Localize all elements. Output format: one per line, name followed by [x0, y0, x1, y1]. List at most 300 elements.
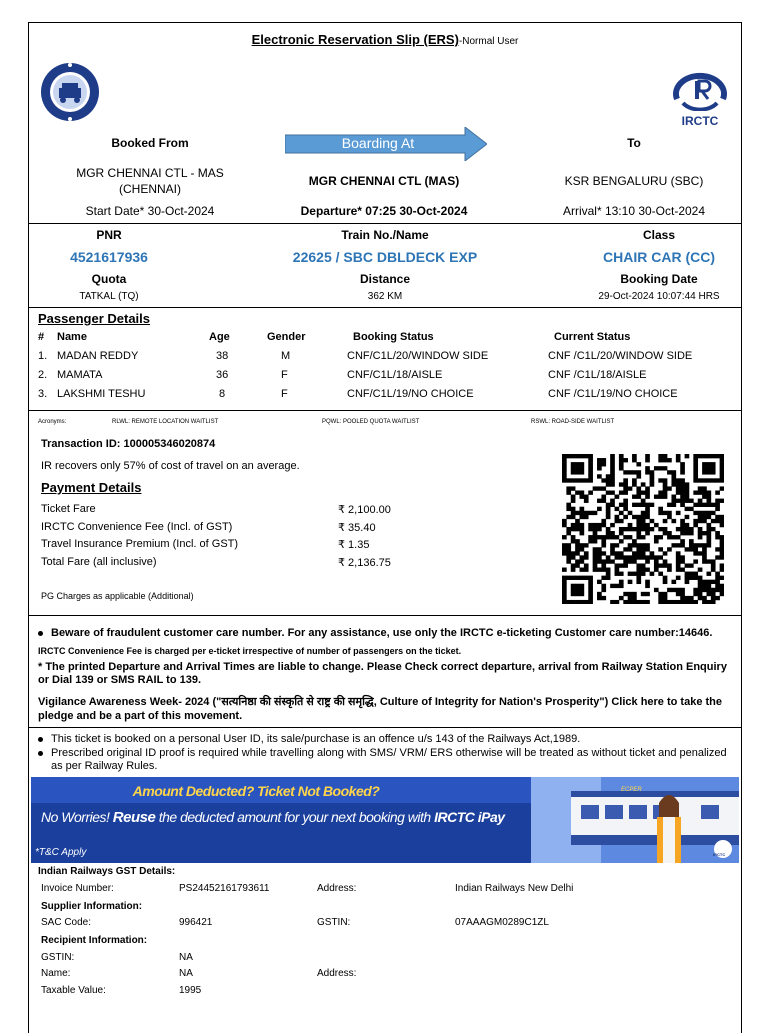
qr-module	[650, 474, 655, 478]
qr-module	[610, 458, 615, 462]
qr-module	[584, 600, 589, 604]
insurance-value: ₹ 1.35	[338, 539, 370, 551]
qr-module	[698, 515, 703, 519]
qr-module	[628, 511, 633, 515]
qr-module	[575, 478, 580, 482]
qr-module	[663, 527, 668, 531]
qr-module	[693, 572, 698, 576]
qr-module	[715, 507, 720, 511]
qr-module	[693, 466, 698, 470]
qr-module	[588, 490, 593, 494]
qr-module	[571, 495, 576, 499]
qr-module	[619, 462, 624, 466]
qr-module	[575, 519, 580, 523]
qr-module	[636, 474, 641, 478]
banner-no-worries: No Worries!	[41, 809, 110, 825]
qr-module	[575, 547, 580, 551]
qr-module	[706, 470, 711, 474]
qr-module	[711, 519, 716, 523]
qr-module	[715, 531, 720, 535]
vigilance-link[interactable]	[38, 695, 738, 723]
qr-module	[720, 499, 724, 503]
qr-module	[588, 462, 593, 466]
qr-module	[711, 580, 716, 584]
qr-module	[706, 462, 711, 466]
qr-module	[680, 568, 685, 572]
qr-module	[584, 511, 589, 515]
qr-module	[654, 588, 659, 592]
qr-module	[597, 458, 602, 462]
col-number: #	[38, 331, 45, 343]
qr-module	[632, 543, 637, 547]
qr-module	[597, 486, 602, 490]
qr-module	[693, 600, 698, 604]
qr-module	[571, 527, 576, 531]
qr-module	[580, 588, 585, 592]
qr-module	[597, 535, 602, 539]
qr-module	[628, 600, 633, 604]
qr-module	[628, 596, 633, 600]
qr-module	[676, 490, 681, 494]
passenger-table-header	[29, 331, 741, 349]
qr-module	[580, 523, 585, 527]
total-fare-value: ₹ 2,136.75	[338, 557, 391, 569]
col-gender: Gender	[267, 331, 306, 343]
qr-module	[628, 543, 633, 547]
qr-module	[619, 531, 624, 535]
payment-details-title: Payment Details	[41, 480, 142, 495]
booking-date-value: 29-Oct-2024 10:07:44 HRS	[598, 291, 720, 302]
qr-module	[606, 503, 611, 507]
qr-module	[658, 507, 663, 511]
qr-module	[706, 503, 711, 507]
qr-module	[685, 490, 690, 494]
qr-module	[571, 555, 576, 559]
qr-module	[606, 482, 611, 486]
qr-module	[601, 551, 606, 555]
qr-module	[702, 519, 707, 523]
qr-module	[575, 511, 580, 515]
qr-module	[702, 555, 707, 559]
qr-module	[641, 490, 646, 494]
qr-module	[623, 470, 628, 474]
qr-module	[702, 486, 707, 490]
passenger-current-status: CNF /C1L/19/NO CHOICE	[548, 388, 678, 400]
qr-module	[606, 490, 611, 494]
qr-module	[698, 519, 703, 523]
qr-module	[645, 580, 650, 584]
qr-module	[562, 600, 567, 604]
qr-module	[676, 478, 681, 482]
qr-module	[693, 519, 698, 523]
qr-module	[619, 527, 624, 531]
qr-module	[711, 588, 716, 592]
qr-module	[588, 576, 593, 580]
qr-module	[597, 580, 602, 584]
qr-module	[645, 515, 650, 519]
passenger-gender: F	[281, 388, 288, 400]
qr-module	[606, 572, 611, 576]
qr-module	[632, 470, 637, 474]
qr-module	[693, 523, 698, 527]
qr-module	[689, 596, 694, 600]
qr-module	[575, 592, 580, 596]
qr-module	[628, 555, 633, 559]
qr-module	[680, 519, 685, 523]
qr-module	[571, 466, 576, 470]
qr-module	[575, 490, 580, 494]
qr-module	[676, 511, 681, 515]
qr-module	[562, 551, 567, 555]
qr-module	[676, 535, 681, 539]
qr-module	[685, 486, 690, 490]
qr-module	[650, 555, 655, 559]
qr-module	[632, 482, 637, 486]
ticket-fare-label: Ticket Fare	[41, 503, 96, 515]
qr-module	[711, 466, 716, 470]
qr-module	[580, 568, 585, 572]
qr-module	[601, 576, 606, 580]
qr-module	[663, 482, 668, 486]
ers-title	[29, 31, 741, 49]
qr-module	[571, 576, 576, 580]
pnr-value: 4521617936	[70, 249, 148, 265]
qr-module	[706, 531, 711, 535]
gstin-label: GSTIN:	[317, 917, 351, 928]
qr-module	[689, 547, 694, 551]
qr-module	[588, 470, 593, 474]
qr-module	[619, 596, 624, 600]
qr-module	[623, 490, 628, 494]
qr-module	[571, 507, 576, 511]
qr-module	[715, 454, 720, 458]
qr-module	[641, 568, 646, 572]
qr-module	[628, 592, 633, 596]
qr-module	[693, 559, 698, 563]
qr-module	[645, 503, 650, 507]
qr-module	[720, 539, 724, 543]
qr-module	[693, 592, 698, 596]
qr-module	[671, 499, 676, 503]
table-row	[29, 388, 741, 406]
qr-module	[632, 454, 637, 458]
qr-module	[663, 576, 668, 580]
payment-table	[29, 503, 529, 583]
qr-module	[636, 470, 641, 474]
qr-module	[575, 584, 580, 588]
qr-module	[601, 499, 606, 503]
qr-module	[632, 503, 637, 507]
qr-module	[711, 503, 716, 507]
qr-module	[720, 474, 724, 478]
qr-module	[671, 543, 676, 547]
qr-module	[702, 547, 707, 551]
boarding-at-label: Boarding At	[341, 135, 415, 151]
qr-module	[645, 495, 650, 499]
qr-module	[702, 588, 707, 592]
banner-tc: *T&C Apply	[35, 847, 87, 858]
qr-module	[671, 474, 676, 478]
qr-module	[715, 478, 720, 482]
personal-id-notice	[38, 733, 738, 746]
qr-module	[680, 495, 685, 499]
qr-module	[628, 580, 633, 584]
qr-module	[597, 527, 602, 531]
qr-module	[676, 600, 681, 604]
taxable-value-label: Taxable Value:	[41, 985, 106, 996]
qr-module	[632, 551, 637, 555]
qr-module	[584, 551, 589, 555]
qr-module	[588, 596, 593, 600]
qr-module	[571, 563, 576, 567]
qr-module	[702, 580, 707, 584]
qr-module	[720, 555, 724, 559]
qr-module	[641, 543, 646, 547]
qr-module	[667, 547, 672, 551]
qr-module	[632, 527, 637, 531]
qr-module	[615, 519, 620, 523]
qr-module	[571, 600, 576, 604]
qr-module	[698, 580, 703, 584]
col-age: Age	[209, 331, 230, 343]
qr-module	[632, 592, 637, 596]
qr-module	[606, 507, 611, 511]
qr-module	[698, 490, 703, 494]
qr-module	[680, 527, 685, 531]
qr-module	[663, 511, 668, 515]
qr-module	[706, 495, 711, 499]
qr-module	[619, 584, 624, 588]
qr-module	[680, 531, 685, 535]
qr-module	[720, 592, 724, 596]
qr-module	[685, 495, 690, 499]
qr-module	[628, 527, 633, 531]
qr-module	[645, 454, 650, 458]
qr-module	[641, 555, 646, 559]
qr-module	[584, 555, 589, 559]
qr-module	[597, 466, 602, 470]
qr-module	[671, 600, 676, 604]
qr-module	[645, 543, 650, 547]
qr-module	[615, 551, 620, 555]
qr-module	[680, 482, 685, 486]
passenger-name: MAMATA	[57, 369, 103, 381]
qr-module	[650, 519, 655, 523]
train-label: Train No./Name	[341, 228, 429, 242]
qr-module	[593, 511, 598, 515]
train-value: 22625 / SBC DBLDECK EXP	[292, 249, 478, 265]
qr-module	[650, 503, 655, 507]
qr-module	[623, 559, 628, 563]
gst-title: Indian Railways GST Details:	[38, 866, 176, 877]
qr-module	[615, 572, 620, 576]
vigilance-text[interactable]: Vigilance Awareness Week- 2024 ("सत्यनिष्ठा की संस्कृति से राष्ट्र की समृद्धि, Culture of Integrity for Nation's Prosperity") Click here to take the pledge and be a part of this movement.	[38, 696, 722, 722]
qr-module	[571, 486, 576, 490]
qr-module	[715, 555, 720, 559]
id-proof-notice	[38, 747, 741, 773]
qr-module	[720, 584, 724, 588]
qr-module	[676, 527, 681, 531]
recipient-name-value: NA	[179, 968, 193, 979]
qr-module	[720, 458, 724, 462]
total-fare-label: Total Fare (all inclusive)	[41, 556, 157, 568]
qr-module	[566, 547, 571, 551]
qr-module	[654, 495, 659, 499]
qr-module	[711, 478, 716, 482]
qr-module	[601, 563, 606, 567]
qr-module	[636, 572, 641, 576]
qr-module	[702, 462, 707, 466]
coach-label: ECPER	[621, 787, 642, 793]
qr-module	[650, 478, 655, 482]
qr-module	[615, 507, 620, 511]
irctc-swoosh-icon	[669, 69, 731, 111]
ticket-fare-value: ₹ 2,100.00	[338, 504, 391, 516]
personal-id-text: This ticket is booked on a personal User ID, its sale/purchase is an offence u/s 143 of the Railways Act,1989.	[51, 733, 581, 745]
qr-module	[685, 563, 690, 567]
qr-module	[720, 588, 724, 592]
acronym-rswl: RSWL: ROAD-SIDE WAITLIST	[531, 419, 615, 425]
qr-module	[685, 596, 690, 600]
qr-module	[588, 523, 593, 527]
qr-module	[606, 568, 611, 572]
qr-module	[667, 511, 672, 515]
qr-module	[645, 470, 650, 474]
invoice-value: PS24452161793611	[179, 883, 270, 894]
qr-module	[658, 563, 663, 567]
qr-module	[680, 523, 685, 527]
qr-module	[601, 543, 606, 547]
qr-module	[711, 592, 716, 596]
qr-module	[562, 568, 567, 572]
table-row	[29, 369, 741, 387]
qr-module	[715, 535, 720, 539]
qr-module	[702, 466, 707, 470]
qr-module	[580, 527, 585, 531]
qr-module	[562, 576, 567, 580]
qr-module	[636, 490, 641, 494]
qr-module	[641, 572, 646, 576]
qr-module	[597, 507, 602, 511]
qr-module	[580, 547, 585, 551]
qr-module	[615, 495, 620, 499]
qr-module	[685, 572, 690, 576]
boarding-station: MGR CHENNAI CTL (MAS)	[308, 174, 460, 188]
qr-module	[645, 523, 650, 527]
transaction-id: Transaction ID: 100005346020874	[41, 438, 216, 450]
invoice-label: Invoice Number:	[41, 883, 114, 894]
qr-module	[632, 559, 637, 563]
qr-module	[663, 478, 668, 482]
divider	[29, 223, 741, 224]
qr-module	[698, 584, 703, 588]
qr-module	[571, 454, 576, 458]
qr-module	[580, 543, 585, 547]
qr-module	[720, 551, 724, 555]
qr-module	[597, 555, 602, 559]
indian-railways-logo	[39, 61, 101, 123]
qr-module	[580, 584, 585, 588]
qr-module	[658, 511, 663, 515]
qr-module	[619, 503, 624, 507]
qr-module	[610, 490, 615, 494]
qr-module	[685, 600, 690, 604]
qr-module	[597, 547, 602, 551]
qr-module	[667, 515, 672, 519]
qr-module	[711, 563, 716, 567]
recipient-gstin-value: NA	[179, 952, 193, 963]
convenience-fee-notice: IRCTC Convenience Fee is charged per e-ticket irrespective of number of passengers on the ticket.	[38, 646, 462, 656]
class-value: CHAIR CAR (CC)	[603, 249, 715, 265]
qr-module	[654, 523, 659, 527]
qr-module	[676, 592, 681, 596]
ipay-banner[interactable]	[31, 777, 739, 863]
distance-label: Distance	[359, 272, 411, 286]
qr-module	[685, 527, 690, 531]
qr-module	[601, 495, 606, 499]
col-current-status: Current Status	[554, 331, 631, 343]
qr-module	[593, 539, 598, 543]
qr-module	[632, 572, 637, 576]
qr-module	[580, 592, 585, 596]
qr-module	[636, 519, 641, 523]
qr-module	[654, 539, 659, 543]
qr-module	[663, 454, 668, 458]
qr-module	[601, 458, 606, 462]
qr-module	[571, 523, 576, 527]
qr-module	[663, 580, 668, 584]
qr-module	[685, 523, 690, 527]
qr-module	[663, 596, 668, 600]
qr-module	[619, 519, 624, 523]
qr-module	[623, 478, 628, 482]
qr-module	[610, 482, 615, 486]
passenger-number: 2.	[38, 369, 48, 381]
qr-module	[597, 592, 602, 596]
qr-module	[658, 495, 663, 499]
qr-module	[720, 470, 724, 474]
qr-module	[610, 454, 615, 458]
qr-module	[667, 458, 672, 462]
passenger-details-title: Passenger Details	[38, 311, 151, 326]
passenger-age: 36	[216, 369, 229, 381]
qr-module	[715, 515, 720, 519]
qr-module	[641, 551, 646, 555]
qr-module	[698, 531, 703, 535]
passenger-current-status: CNF /C1L/18/AISLE	[548, 369, 647, 381]
indian-railways-emblem-icon	[39, 61, 101, 123]
qr-module	[588, 580, 593, 584]
qr-module	[636, 580, 641, 584]
qr-module	[711, 454, 716, 458]
qr-module	[698, 543, 703, 547]
qr-module	[680, 555, 685, 559]
qr-module	[597, 499, 602, 503]
qr-module	[702, 559, 707, 563]
qr-module	[571, 584, 576, 588]
qr-module	[562, 474, 567, 478]
qr-module	[706, 478, 711, 482]
qr-module	[706, 592, 711, 596]
qr-module	[636, 543, 641, 547]
qr-module	[663, 495, 668, 499]
qr-module	[702, 511, 707, 515]
qr-module	[566, 576, 571, 580]
qr-module	[575, 539, 580, 543]
qr-module	[623, 600, 628, 604]
qr-module	[658, 547, 663, 551]
qr-module	[588, 527, 593, 531]
